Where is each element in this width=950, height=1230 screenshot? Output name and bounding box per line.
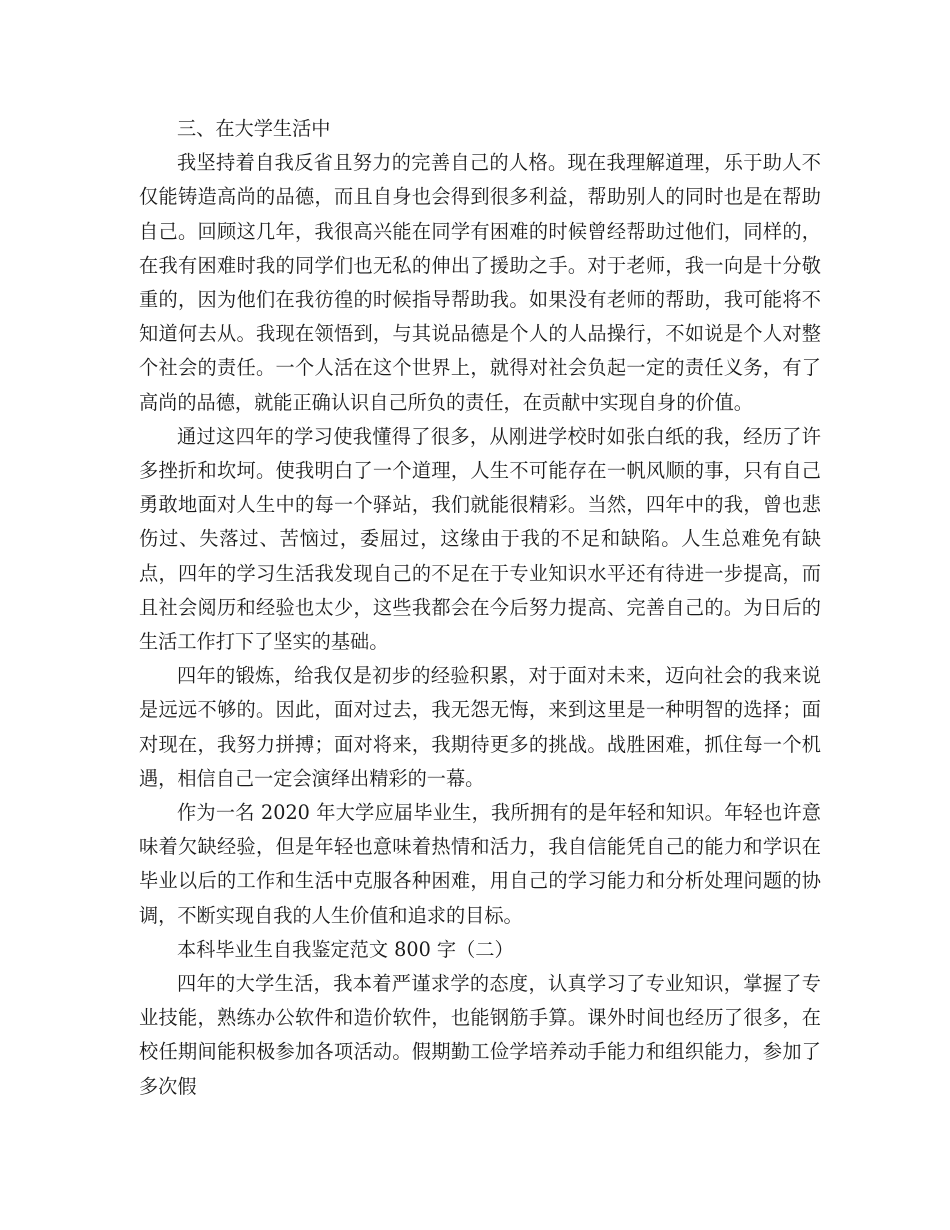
document-body xyxy=(139,112,821,1104)
paragraph-future: 四年的锻炼，给我仅是初步的经验积累，对于面对未来，迈向社会的我来说是远远不够的。因此，面对过去，我无怨无悔，来到这里是一种明智的选择；面对现在，我努力拼搏；面对将来，我期待更多的挑战。战胜困难，抓住每一个机遇，相信自己一定会演绎出精彩的一幕。 xyxy=(139,664,821,790)
paragraph-final: 四年的大学生活，我本着严谨求学的态度，认真学习了专业知识，掌握了专业技能，熟练办公软件和造价软件，也能钢筋手算。课外时间也经历了很多，在校任期间能积极参加各项活动。假期勤工俭学培养动手能力和组织能力，参加了多次假 xyxy=(139,972,821,1098)
paragraph-graduate: 作为一名 2020 年大学应届毕业生，我所拥有的是年轻和知识。年轻也许意味着欠缺经验，但是年轻也意味着热情和活力，我自信能凭自己的能力和学识在毕业以后的工作和生活中克服各种困难，用自己的学习能力和分析处理问题的协调，不断实现自我的人生价值和追求的目标。 xyxy=(139,801,821,927)
section-heading: 三、在大学生活中 xyxy=(177,117,331,140)
paragraph-character: 我坚持着自我反省且努力的完善自己的人格。现在我理解道理，乐于助人不仅能铸造高尚的品德，而且自身也会得到很多利益，帮助别人的同时也是在帮助自己。回顾这几年，我很高兴能在同学有困难的时候曾经帮助过他们，同样的，在我有困难时我的同学们也无私的伸出了援助之手。对于老师，我一向是十分敬重的，因为他们在我彷徨的时候指导帮助我。如果没有老师的帮助，我可能将不知道何去从。我现在领悟到，与其说品德是个人的人品操行，不如说是个人对整个社会的责任。一个人活在这个世界上，就得对社会负起一定的责任义务，有了高尚的品德，就能正确认识自己所负的责任，在贡献中实现自身的价值。 xyxy=(139,151,821,414)
section-subtitle: 本科毕业生自我鉴定范文 800 字（二） xyxy=(177,937,514,961)
paragraph-growth: 通过这四年的学习使我懂得了很多，从刚进学校时如张白纸的我，经历了许多挫折和坎坷。使我明白了一个道理，人生不可能存在一帆风顺的事，只有自己勇敢地面对人生中的每一个驿站，我们就能很精彩。当然，四年中的我，曾也悲伤过、失落过、苦恼过，委屈过，这缘由于我的不足和缺陷。人生总难免有缺点，四年的学习生活我发现自己的不足在于专业知识水平还有待进一步提高，而且社会阅历和经验也太少，这些我都会在今后努力提高、完善自己的。为日后的生活工作打下了坚实的基础。 xyxy=(139,424,821,654)
